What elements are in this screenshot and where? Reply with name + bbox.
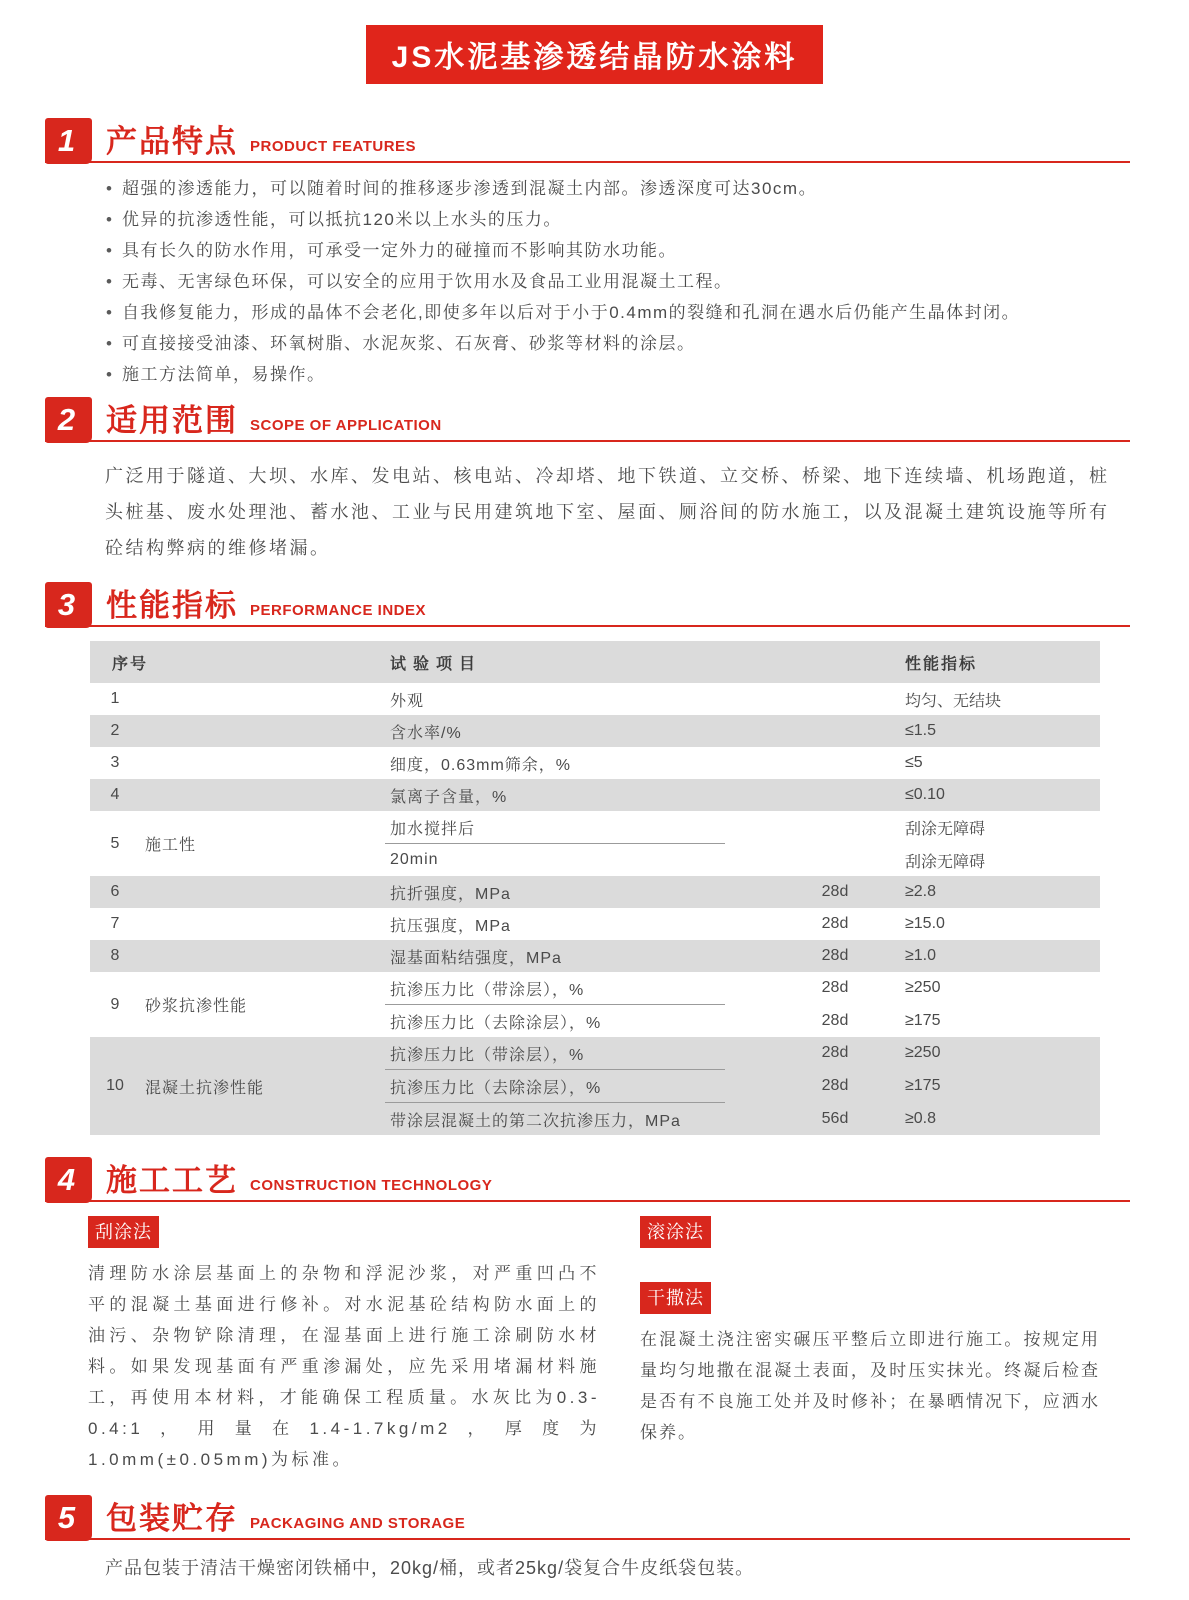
table-line [385,811,1100,843]
table-line [385,972,1100,1004]
cell-age: 28d [821,979,849,996]
table-line [385,940,1100,972]
cell-index-value: ≥1.0 [905,947,937,964]
section-number-badge: 5 [45,1495,92,1541]
feature-item: • 可直接接受油漆、环氧树脂、水泥灰浆、石灰膏、砂浆等材料的涂层。 [106,334,1129,354]
cell-category [140,908,385,940]
cell-category [140,683,385,715]
cell-lines [385,876,1100,908]
section-title: 适用范围 [106,403,238,438]
table-row [90,876,1100,908]
cell-lines [385,908,1100,940]
cell-no: 2 [110,722,120,739]
cell-test-item: 带涂层混凝土的第二次抗渗压力，MPa [390,1112,681,1130]
cell-test-item: 抗渗压力比（带涂层），% [390,1046,585,1064]
section-header-scope [45,397,1130,442]
cell-test-item: 抗折强度，MPa [390,885,511,903]
cell-no: 3 [110,754,120,771]
cell-index-value: 刮涂无障碍 [905,853,986,871]
section-title-en: CONSTRUCTION TECHNOLOGY [250,1177,493,1194]
cell-no: 10 [106,1077,124,1094]
cell-index-value: ≤5 [905,754,923,771]
cell-index-value: ≥175 [905,1077,941,1094]
section-title: 包装贮存 [106,1501,238,1536]
method-column-left [88,1216,640,1475]
column-header-no: 序号 [112,655,149,673]
feature-item: • 施工方法简单，易操作。 [106,365,1129,385]
cell-category: 砂浆抗渗性能 [145,998,248,1015]
table-line [385,876,1100,908]
cell-index-value: ≥0.8 [905,1110,937,1127]
section-number-badge: 1 [45,118,92,164]
table-row [90,908,1100,940]
table-line [385,844,1100,876]
method-column-right [640,1216,1100,1475]
scope-paragraph: 广泛用于隧道、大坝、水库、发电站、核电站、冷却塔、地下铁道、立交桥、桥梁、地下连续墙、机场跑道，桩头桩基、废水处理池、蓄水池、工业与民用建筑地下室、屋面、厕浴间的防水施工，以及混凝土建筑设施等所有砼结构弊病的维修堵漏。 [105,466,1110,558]
table-row [90,972,1100,1037]
method-badge-roll: 滚涂法 [640,1216,711,1248]
section-number-badge: 4 [45,1157,92,1203]
feature-list [106,179,1129,385]
section-title-en: SCOPE OF APPLICATION [250,417,442,434]
cell-index-value: ≤0.10 [905,786,945,803]
table-row [90,715,1100,747]
cell-category [140,747,385,779]
method-badge-dry-sprinkle: 干撒法 [640,1282,711,1314]
section-title: 产品特点 [106,124,238,159]
cell-no: 7 [110,915,120,932]
feature-item: • 超强的渗透能力，可以随着时间的推移逐步渗透到混凝土内部。渗透深度可达30cm。 [106,179,1129,199]
column-header-item: 试验项目 [390,655,483,673]
cell-no: 8 [110,947,120,964]
cell-category: 施工性 [145,837,197,854]
cell-category [140,940,385,972]
cell-category [140,876,385,908]
banner-row [0,0,1189,84]
cell-no: 4 [110,786,120,803]
packaging-paragraph: 产品包装于清洁干燥密闭铁桶中，20kg/桶，或者25kg/袋复合牛皮纸袋包装。 [105,1558,755,1578]
cell-age: 28d [821,1077,849,1094]
cell-category [140,715,385,747]
cell-test-item: 抗渗压力比（去除涂层），% [390,1014,602,1032]
method-text-dry-sprinkle: 在混凝土浇注密实碾压平整后立即进行施工。按规定用量均匀地撒在混凝土表面，及时压实抹光。终凝后检查是否有不良施工处并及时修补；在暴晒情况下，应洒水保养。 [640,1330,1100,1442]
section-number-badge: 3 [45,582,92,628]
cell-lines [385,683,1100,715]
cell-no: 1 [110,690,120,707]
section-header-features [45,118,1130,163]
table-line [385,1103,1100,1135]
method-gap [640,1248,1100,1282]
section-header-packaging [45,1495,1130,1540]
cell-age: 28d [821,883,849,900]
cell-lines [385,811,1100,876]
table-body [90,683,1100,1135]
cell-age: 56d [821,1110,849,1127]
cell-test-item: 外观 [390,692,425,710]
cell-category: 混凝土抗渗性能 [145,1079,265,1097]
section-header-performance [45,582,1130,627]
column-header-index: 性能指标 [905,655,978,673]
cell-lines [385,715,1100,747]
cell-index-value: ≥250 [905,1044,941,1061]
cell-test-item: 加水搅拌后 [390,820,476,838]
method-text-scrape: 清理防水涂层基面上的杂物和浮泥沙浆，对严重凹凸不平的混凝土基面进行修补。对水泥基砼结构防水面上的油污、杂物铲除清理，在湿基面上进行施工涂刷防水材料。如果发现基面有严重渗漏处，应先采用堵漏材料施工，再使用本材料，才能确保工程质量。水灰比为0.3-0.4:1，用量在1.4-1.7kg/m2，厚度为1.0mm(±0.05mm)为标准。 [88,1264,600,1469]
feature-item: • 具有长久的防水作用，可承受一定外力的碰撞而不影响其防水功能。 [106,241,1129,261]
cell-test-item: 抗渗压力比（带涂层），% [390,981,585,999]
cell-test-item: 20min [390,851,439,868]
cell-lines [385,972,1100,1037]
table-line [385,747,1100,779]
table-line [385,908,1100,940]
feature-item: • 优异的抗渗透性能，可以抵抗120米以上水头的压力。 [106,210,1129,230]
cell-index-value: 刮涂无障碍 [905,820,986,838]
cell-test-item: 含水率/% [390,724,462,742]
performance-table [90,641,1100,1135]
table-line [385,715,1100,747]
cell-age: 28d [821,1044,849,1061]
method-badge-scrape: 刮涂法 [88,1216,159,1248]
cell-index-value: ≥250 [905,979,941,996]
table-row [90,940,1100,972]
cell-no: 9 [110,995,120,1013]
table-line [385,1070,1100,1102]
cell-index-value: ≤1.5 [905,722,937,739]
cell-lines [385,779,1100,811]
cell-age: 28d [821,1012,849,1029]
table-header-row [90,641,1100,683]
table-row [90,683,1100,715]
section-title-en: PERFORMANCE INDEX [250,602,427,619]
cell-index-value: ≥175 [905,1012,941,1029]
cell-index-value: ≥2.8 [905,883,937,900]
feature-item: • 无毒、无害绿色环保，可以安全的应用于饮用水及食品工业用混凝土工程。 [106,272,1129,292]
cell-no: 6 [110,883,120,900]
cell-lines [385,940,1100,972]
cell-test-item: 抗渗压力比（去除涂层），% [390,1079,602,1097]
section-header-construction [45,1157,1130,1202]
cell-test-item: 抗压强度，MPa [390,917,511,935]
cell-lines [385,747,1100,779]
table-line [385,1005,1100,1037]
table-row [90,779,1100,811]
cell-lines [385,1037,1100,1135]
cell-age: 28d [821,947,849,964]
table-row [90,811,1100,876]
product-title-banner: JS水泥基渗透结晶防水涂料 [366,25,824,84]
cell-test-item: 氯离子含量，% [390,788,508,806]
cell-test-item: 湿基面粘结强度，MPa [390,949,562,967]
table-line [385,779,1100,811]
cell-no: 5 [110,834,120,852]
construction-methods [88,1216,1100,1475]
feature-item: • 自我修复能力，形成的晶体不会老化,即使多年以后对于小于0.4mm的裂缝和孔洞在遇水后仍能产生晶体封闭。 [106,303,1129,323]
section-title-en: PACKAGING AND STORAGE [250,1515,466,1532]
cell-index-value: ≥15.0 [905,915,945,932]
section-number-badge: 2 [45,397,92,443]
table-line [385,683,1100,715]
section-title: 性能指标 [106,588,238,623]
section-title: 施工工艺 [106,1163,238,1198]
cell-test-item: 细度，0.63mm筛余，% [390,756,572,774]
section-title-en: PRODUCT FEATURES [250,138,417,155]
cell-category [140,779,385,811]
cell-age: 28d [821,915,849,932]
table-row [90,747,1100,779]
table-line [385,1037,1100,1069]
table-row [90,1037,1100,1135]
cell-index-value: 均匀、无结块 [905,692,1002,710]
